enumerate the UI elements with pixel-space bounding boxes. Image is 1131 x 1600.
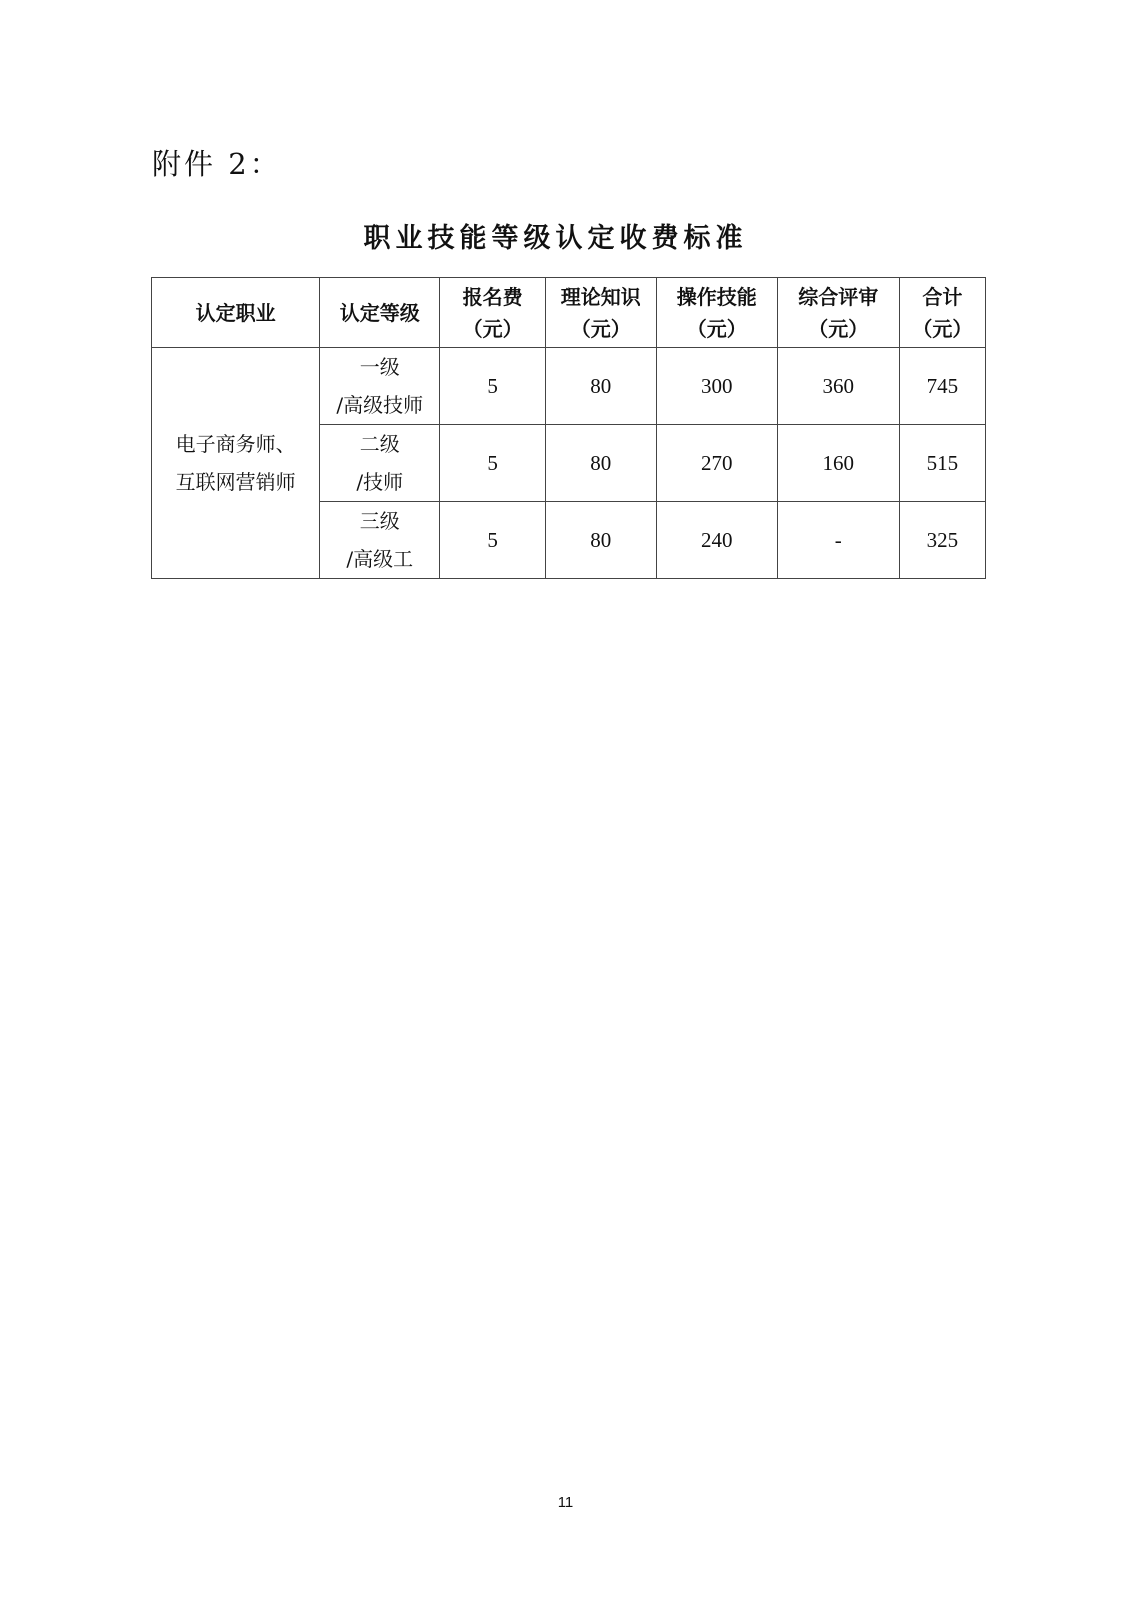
- total-fee-cell: 325: [899, 502, 985, 579]
- registration-fee-cell: 5: [440, 502, 546, 579]
- page-number: 11: [557, 1494, 574, 1511]
- occupation-line: 互联网营销师: [175, 470, 296, 494]
- total-fee-cell: 515: [899, 425, 985, 502]
- level-cell: [320, 348, 440, 425]
- attachment-label: 附件 2：: [152, 147, 282, 181]
- header-registration-fee: [440, 278, 546, 348]
- header-operational-skill: [656, 278, 777, 348]
- header-label: 理论知识: [560, 284, 641, 309]
- header-label: 合计: [922, 284, 963, 309]
- level-grade: 一级: [359, 355, 400, 379]
- header-level: 认定等级: [320, 278, 440, 348]
- header-unit: （元）: [462, 316, 523, 341]
- level-title: /技师: [356, 470, 404, 494]
- review-fee-cell: 160: [777, 425, 899, 502]
- header-label: 报名费: [462, 284, 523, 309]
- level-grade: 二级: [359, 432, 400, 456]
- skill-fee-cell: 240: [656, 502, 777, 579]
- skill-fee-cell: 270: [656, 425, 777, 502]
- header-occupation: 认定职业: [152, 278, 320, 348]
- level-title: /高级工: [346, 547, 414, 571]
- registration-fee-cell: 5: [440, 348, 546, 425]
- occupation-line: 电子商务师、: [175, 432, 296, 456]
- total-fee-cell: 745: [899, 348, 985, 425]
- header-label: 操作技能: [676, 284, 757, 309]
- review-fee-cell: -: [777, 502, 899, 579]
- header-comprehensive-review: [777, 278, 899, 348]
- header-unit: （元）: [912, 316, 973, 341]
- table-row: [152, 348, 986, 425]
- header-unit: （元）: [686, 316, 747, 341]
- occupation-cell: [152, 348, 320, 579]
- document-title: 职业技能等级认定收费标准: [363, 223, 748, 254]
- theory-fee-cell: 80: [545, 425, 656, 502]
- registration-fee-cell: 5: [440, 425, 546, 502]
- fee-standard-table: [151, 277, 986, 579]
- skill-fee-cell: 300: [656, 348, 777, 425]
- header-total: [899, 278, 985, 348]
- theory-fee-cell: 80: [545, 502, 656, 579]
- level-cell: [320, 425, 440, 502]
- header-unit: （元）: [808, 316, 869, 341]
- table-header-row: [152, 278, 986, 348]
- theory-fee-cell: 80: [545, 348, 656, 425]
- header-theory-knowledge: [545, 278, 656, 348]
- level-grade: 三级: [359, 509, 400, 533]
- review-fee-cell: 360: [777, 348, 899, 425]
- header-label: 综合评审: [798, 284, 879, 309]
- level-title: /高级技师: [336, 393, 424, 417]
- header-unit: （元）: [570, 316, 631, 341]
- level-cell: [320, 502, 440, 579]
